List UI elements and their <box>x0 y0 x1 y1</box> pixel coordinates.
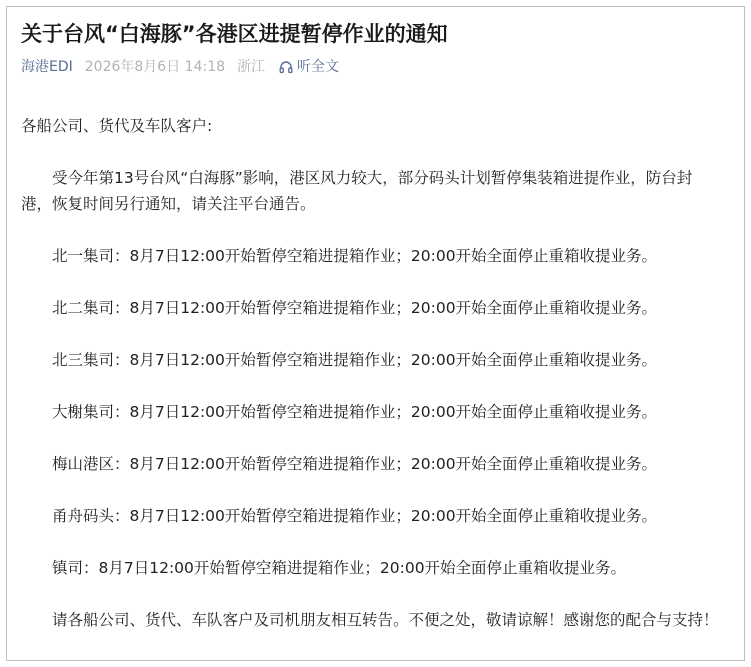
terminal-notice: 梅山港区：8月7日12:00开始暂停空箱进提箱作业；20:00开始全面停止重箱收提业务。 <box>52 455 658 473</box>
terminal-notice: 北三集司：8月7日12:00开始暂停空箱进提箱作业；20:00开始全面停止重箱收提业务。 <box>52 351 658 369</box>
headphones-icon <box>279 60 293 74</box>
article-title: 关于台风“白海豚”各港区进提暂停作业的通知 <box>21 22 448 46</box>
closing-paragraph: 请各船公司、货代、车队客户及司机朋友相互转告。不便之处，敬请谅解！感谢您的配合与支持！ <box>52 611 719 629</box>
terminal-notice: 北一集司：8月7日12:00开始暂停空箱进提箱作业；20:00开始全面停止重箱收提业务。 <box>52 247 658 265</box>
greeting: 各船公司、货代及车队客户: <box>21 117 213 135</box>
terminal-notice: 镇司：8月7日12:00开始暂停空箱进提箱作业；20:00开始全面停止重箱收提业务。 <box>52 559 627 577</box>
publish-date: 2026年8月6日 14:18 <box>84 59 226 75</box>
listen-button[interactable] <box>279 57 339 77</box>
listen-label: 听全文 <box>297 59 340 75</box>
terminal-notice: 北二集司：8月7日12:00开始暂停空箱进提箱作业；20:00开始全面停止重箱收提业务。 <box>52 299 658 317</box>
terminal-notice: 甬舟码头：8月7日12:00开始暂停空箱进提箱作业；20:00开始全面停止重箱收提业务。 <box>52 507 658 525</box>
article-body <box>21 113 721 633</box>
article-frame <box>6 6 745 661</box>
terminal-notice: 大榭集司：8月7日12:00开始暂停空箱进提箱作业；20:00开始全面停止重箱收提业务。 <box>52 403 658 421</box>
account-name-link[interactable]: 海港EDI <box>21 59 73 75</box>
article-meta <box>21 57 339 77</box>
intro-paragraph: 受今年第13号台风“白海豚”影响，港区风力较大，部分码头计划暂停集装箱进提作业，防台封港，恢复时间另行通知，请关注平台通告。 <box>21 169 693 213</box>
publish-location: 浙江 <box>237 59 266 75</box>
